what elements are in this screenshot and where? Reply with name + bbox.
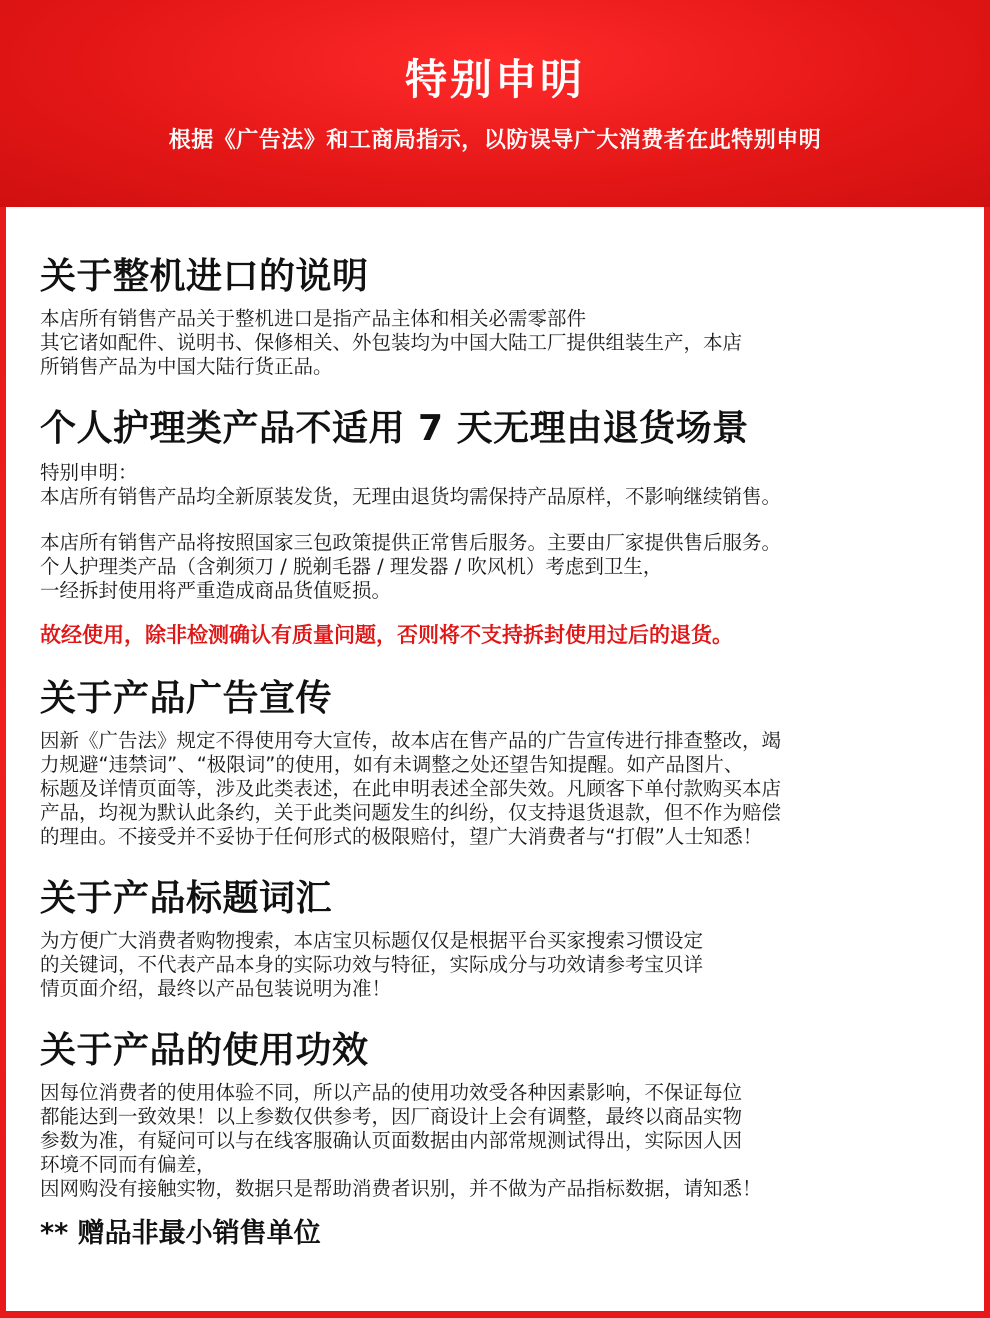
body-line: 为方便广大消费者购物搜索，本店宝贝标题仅仅是根据平台买家搜索习惯设定 bbox=[40, 929, 704, 952]
body-line: 本店所有销售产品均全新原装发货，无理由退货均需保持产品原样，不影响继续销售。 bbox=[40, 485, 782, 508]
section-title: 个人护理类产品不适用 7 天无理由退货场景 bbox=[40, 408, 749, 449]
body-line: 其它诸如配件、说明书、保修相关、外包装均为中国大陆工厂提供组装生产，本店 bbox=[40, 331, 743, 354]
section-title: 关于产品广告宣传 bbox=[40, 678, 333, 719]
section-body bbox=[40, 1081, 954, 1201]
section-advertising bbox=[40, 677, 954, 849]
section-body bbox=[40, 307, 954, 379]
section-body bbox=[40, 531, 954, 603]
body-line: 产品，均视为默认此条约，关于此类问题发生的纠纷，仅支持退货退款，但不作为赔偿 bbox=[40, 801, 782, 824]
body-line: 都能达到一致效果！以上参数仅供参考，因厂商设计上会有调整，最终以商品实物 bbox=[40, 1105, 743, 1128]
body-line: 的理由。不接受并不妥协于任何形式的极限赔付，望广大消费者与“打假”人士知悉！ bbox=[40, 825, 763, 848]
gift-footnote: ** 赠品非最小销售单位 bbox=[40, 1218, 321, 1249]
body-line: 本店所有销售产品关于整机进口是指产品主体和相关必需零部件 bbox=[40, 307, 587, 330]
section-personal-care bbox=[40, 407, 954, 649]
section-title-keywords bbox=[40, 877, 954, 1001]
body-line: 特别申明： bbox=[40, 461, 138, 484]
section-body bbox=[40, 461, 954, 509]
header-banner bbox=[0, 0, 990, 207]
body-line: 一经拆封使用将严重造成商品货值贬损。 bbox=[40, 579, 392, 602]
return-warning: 故经使用，除非检测确认有质量问题，否则将不支持拆封使用过后的退货。 bbox=[40, 623, 733, 647]
body-line: 标题及详情页面等，涉及此类表述，在此申明表述全部失效。凡顾客下单付款购买本店 bbox=[40, 777, 782, 800]
page-subtitle: 根据《广告法》和工商局指示，以防误导广大消费者在此特别申明 bbox=[168, 128, 822, 153]
body-line: 所销售产品为中国大陆行货正品。 bbox=[40, 355, 333, 378]
page-title: 特别申明 bbox=[404, 55, 585, 104]
section-title: 关于产品标题词汇 bbox=[40, 878, 333, 919]
section-body bbox=[40, 729, 954, 849]
body-line: 因每位消费者的使用体验不同，所以产品的使用功效受各种因素影响，不保证每位 bbox=[40, 1081, 743, 1104]
section-import bbox=[40, 255, 954, 379]
body-line: 个人护理类产品（含剃须刀 / 脱剃毛器 / 理发器 / 吹风机）考虑到卫生， bbox=[40, 555, 663, 578]
section-body bbox=[40, 929, 954, 1001]
body-line: 因网购没有接触实物，数据只是帮助消费者识别，并不做为产品指标数据，请知悉！ bbox=[40, 1177, 762, 1200]
body-line: 环境不同而有偏差， bbox=[40, 1153, 216, 1176]
body-line: 的关键词，不代表产品本身的实际功效与特征，实际成分与功效请参考宝贝详 bbox=[40, 953, 704, 976]
body-line: 因新《广告法》规定不得使用夸大宣传，故本店在售产品的广告宣传进行排查整改，竭 bbox=[40, 729, 782, 752]
body-line: 力规避“违禁词”、“极限词”的使用，如有未调整之处还望告知提醒。如产品图片、 bbox=[40, 753, 744, 776]
statement-card bbox=[6, 207, 984, 1311]
section-title: 关于整机进口的说明 bbox=[40, 256, 369, 297]
body-line: 参数为准，有疑问可以与在线客服确认页面数据由内部常规测试得出，实际因人因 bbox=[40, 1129, 743, 1152]
body-line: 情页面介绍，最终以产品包装说明为准！ bbox=[40, 977, 392, 1000]
section-title: 关于产品的使用功效 bbox=[40, 1030, 369, 1071]
section-efficacy bbox=[40, 1029, 954, 1201]
body-line: 本店所有销售产品将按照国家三包政策提供正常售后服务。主要由厂家提供售后服务。 bbox=[40, 531, 782, 554]
